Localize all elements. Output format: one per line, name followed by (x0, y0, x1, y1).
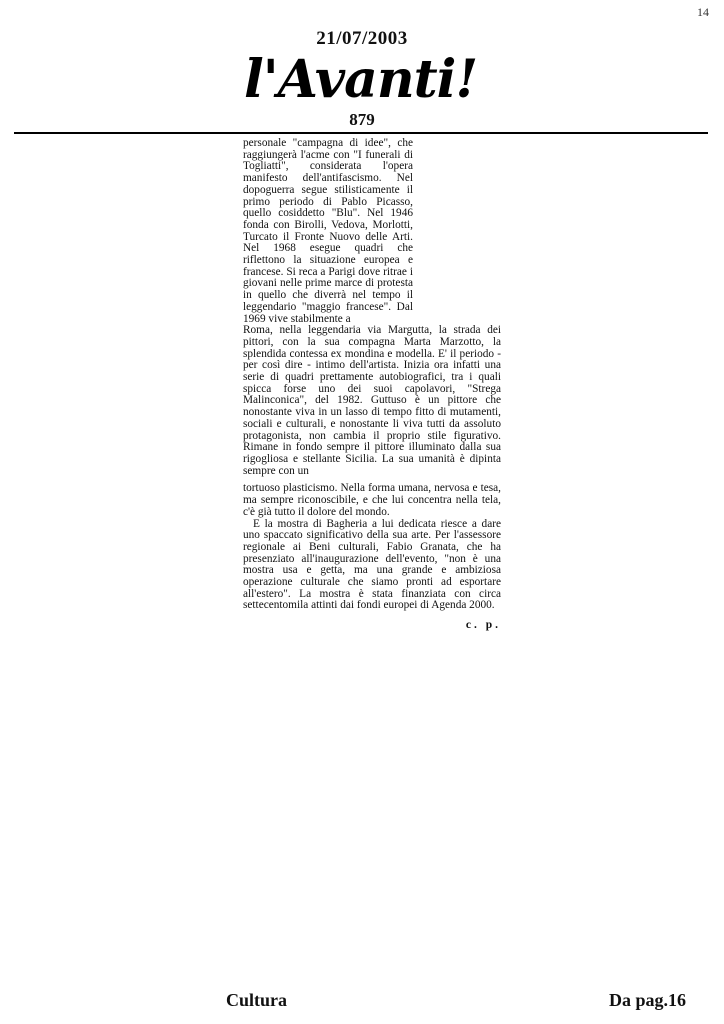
footer-section: Cultura (226, 990, 288, 1010)
logo-wordmark: l'Avanti! (244, 49, 478, 110)
article-continued-paragraph: tortuoso plasticismo. Nella forma umana, nervosa e tesa, ma sempre riconoscibile, e che lui concentra nella tela, c'è già tutto il dolore del mondo. (243, 482, 501, 518)
masthead-logo (244, 48, 504, 112)
page-number: 14 (697, 5, 709, 19)
article-wide-column: Roma, nella leggendaria via Margutta, la strada dei pittori, con la sua compagna Marta Marzotto, la splendida contessa ex mondina e modella. E' il periodo - per così dire - intimo dell'artista. Inizia ora infatti una serie di quadri prettamente autobiografici, tra i quali spicca forse uno dei suoi capolavori, "Strega Malinconica", del 1982. Guttuso è un pittore che nonostante viva in un lasso di tempo fitto di mutamenti, sociali e culturali, e nonostante li viva tutti da assoluto protagonista, non cambia il proprio stile figurativo. Rimane in fondo sempre il pittore illuminato dalla sua rigogliosa e stellante Sicilia. La sua umanità è dipinta sempre con un (243, 324, 501, 477)
article-body (243, 138, 503, 632)
article-narrow-column: personale "campagna di idee", che raggiungerà l'acme con "I funerali di Togliatti", considerata l'opera manifesto dell'antifascismo. Nel dopoguerra segue stilisticamente il primo periodo di Pablo Picasso, quello cosiddetto "Blu". Nel 1946 fonda con Birolli, Vedova, Morlotti, Turcato il Fronte Nuovo delle Arti. Nel 1968 esegue quadri che riflettono la situazione europea e francese. Si reca a Parigi dove ritrae i giovani nelle prime marce di protesta in quello che diverrà nel tempo il leggendario "maggio francese". Dal 1969 vive stabilmente a (243, 137, 413, 325)
header-divider (14, 132, 708, 134)
author-signature: c. p. (465, 619, 501, 632)
article-last-paragraph: E la mostra di Bagheria a lui dedicata riesce a dare uno spaccato significativo della sua arte. Per l'assessore regionale ai Beni culturali, Fabio Granata, che ha presenziato all'inaugurazione dell'evento, "non è una mostra usa e getta, ma una grande e ambiziosa operazione culturale che siamo pronti ad esportare all'estero". La mostra è stata finanziata con circa settecentomila attinti dai fondi europei di Agenda 2000. (243, 517, 501, 612)
header-date: 21/07/2003 (316, 28, 408, 49)
issue-number: 879 (349, 110, 375, 129)
footer-continued-from: Da pag.16 (608, 990, 686, 1010)
